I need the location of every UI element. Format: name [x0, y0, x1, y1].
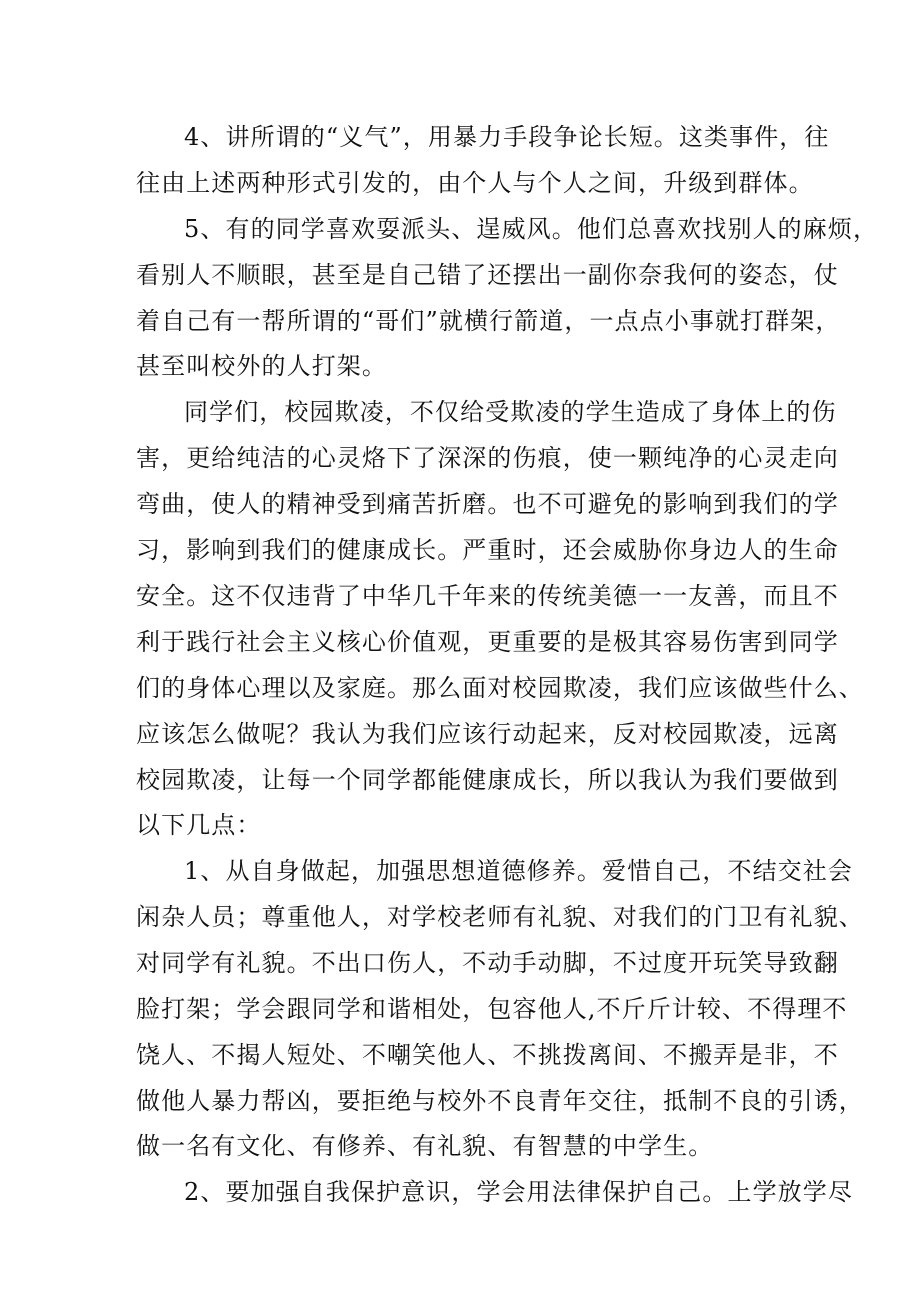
point-2-line-1: 2、要加强自我保护意识，学会用法律保护自己。上学放学尽 — [184, 1178, 853, 1206]
point-1-line-5: 饶人、不揭人短处、不嘲笑他人、不挑拨离间、不搬弄是非，不 — [136, 1041, 839, 1069]
paragraph-main-line-7: 们的身体心理以及家庭。那么面对校园欺凌，我们应该做些什么、 — [136, 674, 864, 702]
point-1-line-1: 1、从自身做起，加强思想道德修养。爱惜自己，不结交社会 — [184, 857, 853, 885]
paragraph-main-line-8: 应该怎么做呢？我认为我们应该行动起来，反对校园欺凌，远离 — [136, 720, 839, 748]
point-1-line-2: 闲杂人员；尊重他人，对学校老师有礼貌、对我们的门卫有礼貌、 — [136, 903, 864, 931]
paragraph-5-line-3: 着自己有一帮所谓的“哥们”就横行箭道，一点点小事就打群架， — [136, 307, 841, 335]
paragraph-main-line-3: 弯曲，使人的精神受到痛苦折磨。也不可避免的影响到我们的学 — [136, 490, 839, 518]
point-1-line-6: 做他人暴力帮凶，要拒绝与校外不良青年交往，抵制不良的引诱， — [136, 1087, 864, 1115]
paragraph-main-line-2: 害，更给纯洁的心灵烙下了深深的伤痕，使一颗纯净的心灵走向 — [136, 444, 839, 472]
point-1-line-7: 做一名有文化、有修养、有礼貌、有智慧的中学生。 — [136, 1132, 714, 1160]
paragraph-main-line-6: 利于践行社会主义核心价值观，更重要的是极其容易伤害到同学 — [136, 628, 839, 656]
paragraph-5-line-4: 甚至叫校外的人打架。 — [136, 352, 387, 380]
point-1-line-4: 脸打架；学会跟同学和谐相处，包容他人,不斤斤计较、不得理不 — [136, 995, 848, 1023]
paragraph-5-line-2: 看别人不顺眼，甚至是自己错了还摆出一副你奈我何的姿态，仗 — [136, 261, 839, 289]
paragraph-main-line-1: 同学们，校园欺凌，不仅给受欺凌的学生造成了身体上的伤 — [184, 398, 837, 426]
paragraph-main-line-10: 以下几点： — [136, 811, 262, 839]
paragraph-main-line-9: 校园欺凌，让每一个同学都能健康成长，所以我认为我们要做到 — [136, 766, 839, 794]
paragraph-5-line-1: 5、有的同学喜欢耍派头、逞威风。他们总喜欢找别人的麻烦， — [184, 215, 879, 243]
point-1-line-3: 对同学有礼貌。不出口伤人，不动手动脚，不过度开玩笑导致翻 — [136, 949, 839, 977]
paragraph-main-line-4: 习，影响到我们的健康成长。严重时，还会威胁你身边人的生命 — [136, 536, 839, 564]
paragraph-4-line-1: 4、讲所谓的“义气”，用暴力手段争论长短。这类事件，往 — [184, 123, 830, 151]
paragraph-4-line-2: 往由上述两种形式引发的，由个人与个人之间，升级到群体。 — [136, 169, 814, 197]
paragraph-main-line-5: 安全。这不仅违背了中华几千年来的传统美德一一友善，而且不 — [136, 582, 839, 610]
